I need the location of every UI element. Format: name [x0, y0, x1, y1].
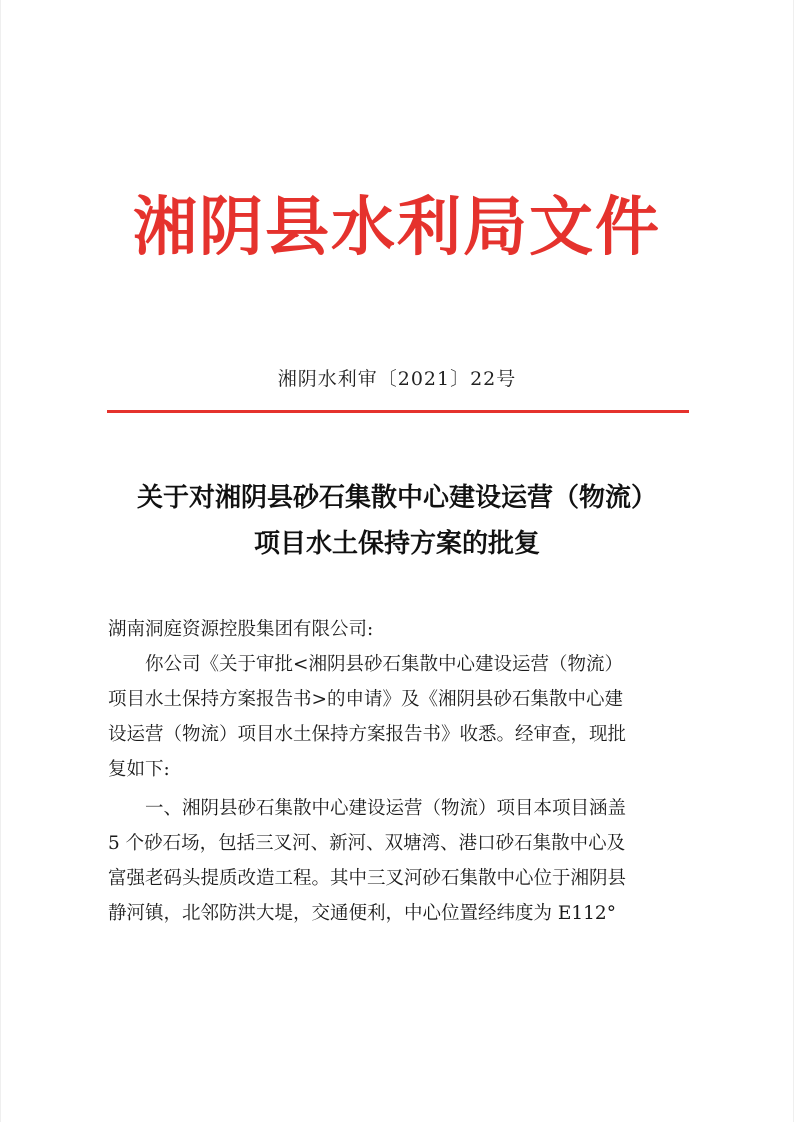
addressee: 湖南洞庭资源控股集团有限公司: — [108, 619, 374, 640]
paragraph-2-line: 静河镇，北邻防洪大堤，交通便利，中心位置经纬度为 E112° — [108, 903, 616, 924]
paragraph-1-line: 你公司《关于审批<湘阴县砂石集散中心建设运营（物流） — [145, 654, 624, 675]
paragraph-2-line: 富强老码头提质改造工程。其中三叉河砂石集散中心位于湘阴县 — [108, 868, 627, 889]
document-title — [60, 475, 734, 567]
agency-header-title: 湘阴县水利局文件 — [133, 190, 661, 265]
document-number: 湘阴水利审〔2021〕22号 — [277, 368, 517, 390]
paragraph-1-line: 项目水土保持方案报告书>的申请》及《湘阴县砂石集散中心建 — [108, 689, 624, 710]
paragraph-2-line: 5 个砂石场，包括三叉河、新河、双塘湾、港口砂石集散中心及 — [108, 833, 626, 854]
paragraph-1-line: 设运营（物流）项目水土保持方案报告书》收悉。经审查，现批 — [108, 724, 627, 745]
red-separator-line — [107, 410, 689, 413]
document-title-line-1: 关于对湘阴县砂石集散中心建设运营（物流） — [136, 483, 657, 513]
paragraph-1-line: 复如下: — [108, 759, 170, 780]
paragraph-2-line: 一、湘阴县砂石集散中心建设运营（物流）项目本项目涵盖 — [145, 798, 627, 819]
document-body — [108, 612, 693, 931]
document-title-line-2: 项目水土保持方案的批复 — [253, 529, 540, 559]
